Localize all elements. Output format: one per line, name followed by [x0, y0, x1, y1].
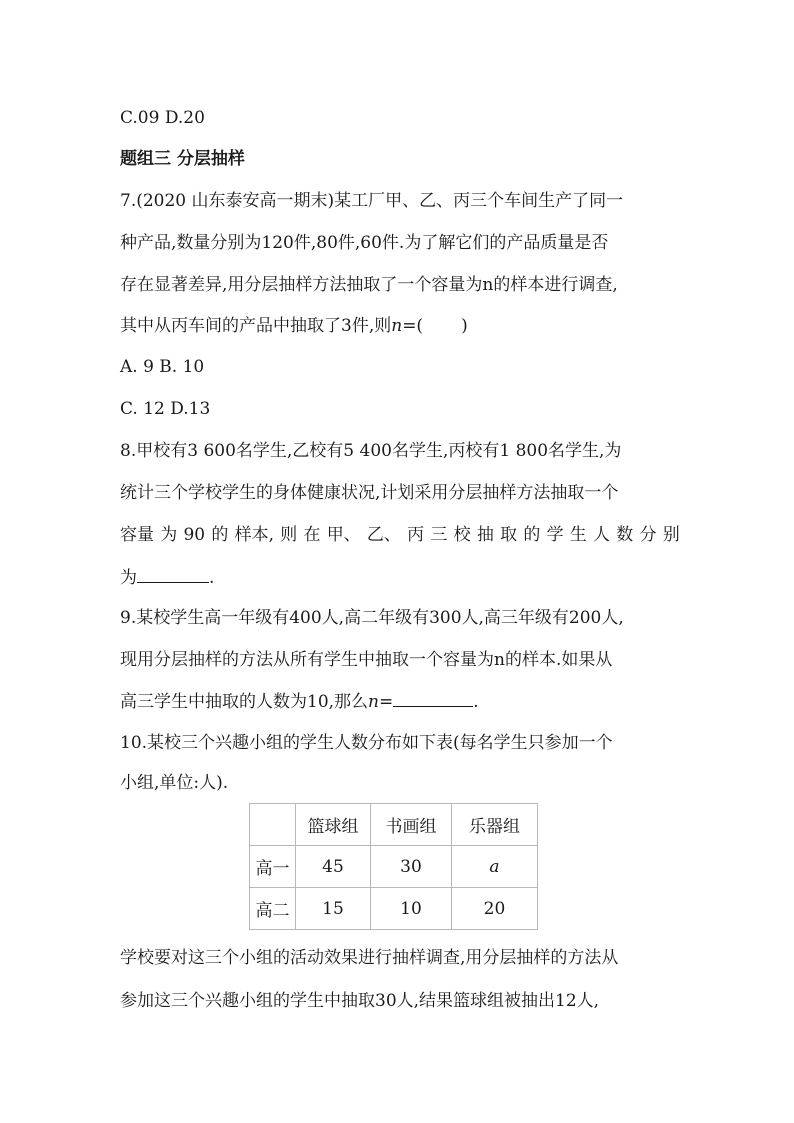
q8-word: 甲、: [326, 525, 361, 545]
q8-word: 生: [569, 525, 587, 545]
q8-word: 三: [430, 525, 448, 545]
q8-period: .: [209, 568, 215, 588]
table-cell: 30: [371, 846, 452, 888]
table-cell: 10: [371, 888, 452, 930]
q7-line-2: 种产品,数量分别为120件,80件,60件.为了解它们的产品质量是否: [120, 233, 609, 253]
q8-line-3: [120, 525, 680, 545]
q7-options-cd: C. 12 D.13: [120, 399, 211, 419]
table-cell: 20: [452, 888, 538, 930]
q7-line-3: 存在显著差异,用分层抽样方法抽取了一个容量为n的样本进行调查,: [120, 275, 618, 295]
q10-after-line-1: 学校要对这三个小组的活动效果进行抽样调查,用分层抽样的方法从: [120, 948, 619, 968]
table-header-row: [250, 804, 538, 846]
q8-word: 的: [211, 525, 229, 545]
table-header-cell: 篮球组: [296, 804, 371, 846]
q8-word: 校: [453, 525, 471, 545]
table-cell: a: [452, 846, 538, 888]
table-cell: 15: [296, 888, 371, 930]
q9-line-2: 现用分层抽样的方法从所有学生中抽取一个容量为n的样本.如果从: [120, 650, 613, 670]
q9-line-3: [120, 691, 680, 712]
q8-word: 数: [616, 525, 634, 545]
table-corner-cell: [250, 804, 296, 846]
table-header-cell: 乐器组: [452, 804, 538, 846]
q8-line-1: 8.甲校有3 600名学生,乙校有5 400名学生,丙校有1 800名学生,为: [120, 441, 622, 461]
q9-line-3-text: 高三学生中抽取的人数为10,那么: [120, 692, 369, 712]
q8-word: 丙: [407, 525, 425, 545]
q8-line-4-text: 为: [120, 568, 137, 588]
q8-word: 学: [546, 525, 564, 545]
q8-word: 的: [523, 525, 541, 545]
q7-line-4: [120, 316, 680, 336]
q10-line-2: 小组,单位:人).: [120, 773, 229, 793]
q8-word: 别: [662, 525, 680, 545]
q8-word: 抽: [476, 525, 494, 545]
table-row-label: 高一: [250, 846, 296, 888]
q8-word: 容量: [120, 525, 154, 545]
q8-word: 样本,: [234, 525, 274, 545]
q8-word: 乙、: [366, 525, 401, 545]
q9-variable-n: n: [368, 692, 379, 712]
q8-word: 分: [639, 525, 657, 545]
q9-equals: =: [379, 692, 394, 712]
table-header-cell: 书画组: [371, 804, 452, 846]
q7-variable-n: n: [391, 316, 403, 336]
q10-after-line-2: 参加这三个兴趣小组的学生中抽取30人,结果篮球组被抽出12人,: [120, 991, 600, 1011]
q8-answer-blank[interactable]: [137, 567, 209, 583]
q7-line-4-text: 其中从丙车间的产品中抽取了3件,则: [120, 316, 392, 336]
q8-word: 取: [500, 525, 518, 545]
q7-equals-paren: =(: [402, 316, 424, 336]
q8-word: 为: [160, 525, 178, 545]
table-row: [250, 846, 538, 888]
q9-line-1: 9.某校学生高一年级有400人,高二年级有300人,高三年级有200人,: [120, 608, 624, 628]
q8-word: 在: [303, 525, 321, 545]
table-row-label: 高二: [250, 888, 296, 930]
q8-word: 则: [280, 525, 298, 545]
q7-options-ab: A. 9 B. 10: [120, 357, 205, 377]
q8-word: 90: [183, 525, 206, 545]
table-cell: 45: [296, 846, 371, 888]
table-row: [250, 888, 538, 930]
q9-period: .: [473, 692, 479, 712]
section-heading: 题组三 分层抽样: [120, 149, 245, 169]
q7-line-1: 7.(2020 山东泰安高一期末)某工厂甲、乙、丙三个车间生产了同一: [120, 191, 624, 211]
q8-word: 人: [593, 525, 611, 545]
q9-answer-blank[interactable]: [393, 691, 473, 707]
q8-line-4: [120, 567, 680, 588]
q6-options: C.09 D.20: [120, 108, 205, 128]
q8-line-2: 统计三个学校学生的身体健康状况,计划采用分层抽样方法抽取一个: [120, 483, 619, 503]
q7-close-paren: ): [461, 316, 468, 336]
q10-line-1: 10.某校三个兴趣小组的学生人数分布如下表(每名学生只参加一个: [120, 733, 613, 753]
interest-group-table: [249, 803, 538, 930]
